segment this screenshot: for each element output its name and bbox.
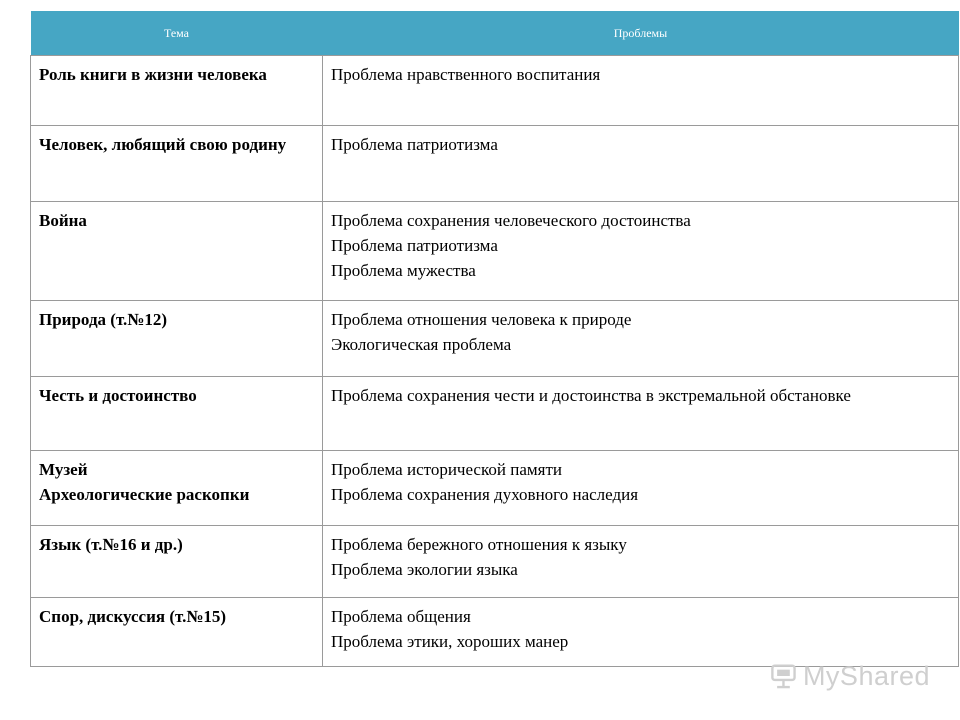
- problem-text: Проблема патриотизма: [331, 135, 498, 154]
- problems-cell: [323, 526, 959, 598]
- theme-cell: [31, 126, 323, 202]
- watermark-logo: [770, 656, 930, 696]
- theme-text: Язык (т.№16 и др.): [39, 535, 183, 554]
- table-row: [31, 56, 959, 126]
- problem-text: Проблема экологии языка: [331, 560, 518, 579]
- presentation-board-icon: [770, 660, 797, 692]
- problem-text: Проблема этики, хороших манер: [331, 632, 569, 651]
- theme-cell: [31, 56, 323, 126]
- problems-cell: [323, 301, 959, 377]
- problem-text: Проблема отношения человека к природе: [331, 310, 632, 329]
- watermark-text: MyShared: [802, 660, 930, 691]
- problem-text: Экологическая проблема: [331, 335, 512, 354]
- problem-text: Проблема патриотизма: [331, 236, 498, 255]
- theme-cell: [31, 526, 323, 598]
- theme-text: Археологические раскопки: [39, 485, 250, 504]
- problem-text: Проблема сохранения чести и достоинства в экстремальной обстановке: [331, 386, 851, 405]
- table-row: [31, 526, 959, 598]
- problem-text: Проблема общения: [331, 607, 471, 626]
- theme-cell: [31, 202, 323, 301]
- theme-text: Роль книги в жизни человека: [39, 65, 267, 84]
- problem-text: Проблема нравственного воспитания: [331, 65, 601, 84]
- problems-cell: [323, 126, 959, 202]
- header-theme: Тема: [31, 11, 323, 56]
- problem-text: Проблема исторической памяти: [331, 460, 562, 479]
- theme-text: Война: [39, 211, 87, 230]
- table-row: [31, 451, 959, 526]
- themes-problems-table: [30, 11, 959, 667]
- problem-text: Проблема сохранения духовного наследия: [331, 485, 639, 504]
- theme-text: Природа (т.№12): [39, 310, 168, 329]
- theme-cell: [31, 598, 323, 667]
- theme-cell: [31, 377, 323, 451]
- theme-text: Спор, дискуссия (т.№15): [39, 607, 227, 626]
- table-row: [31, 301, 959, 377]
- table-header-row: [31, 11, 959, 56]
- table-row: [31, 377, 959, 451]
- theme-text: Человек, любящий свою родину: [39, 135, 287, 154]
- theme-text: Музей: [39, 460, 88, 479]
- problems-cell: [323, 377, 959, 451]
- theme-cell: [31, 301, 323, 377]
- table-row: [31, 126, 959, 202]
- header-problems: Проблемы: [323, 11, 959, 56]
- theme-text: Честь и достоинство: [39, 386, 197, 405]
- problem-text: Проблема бережного отношения к языку: [331, 535, 627, 554]
- themes-table-container: [30, 11, 958, 667]
- theme-cell: [31, 451, 323, 526]
- problems-cell: [323, 451, 959, 526]
- problem-text: Проблема мужества: [331, 261, 476, 280]
- problem-text: Проблема сохранения человеческого достоинства: [331, 211, 691, 230]
- table-row: [31, 202, 959, 301]
- problems-cell: [323, 56, 959, 126]
- problems-cell: [323, 202, 959, 301]
